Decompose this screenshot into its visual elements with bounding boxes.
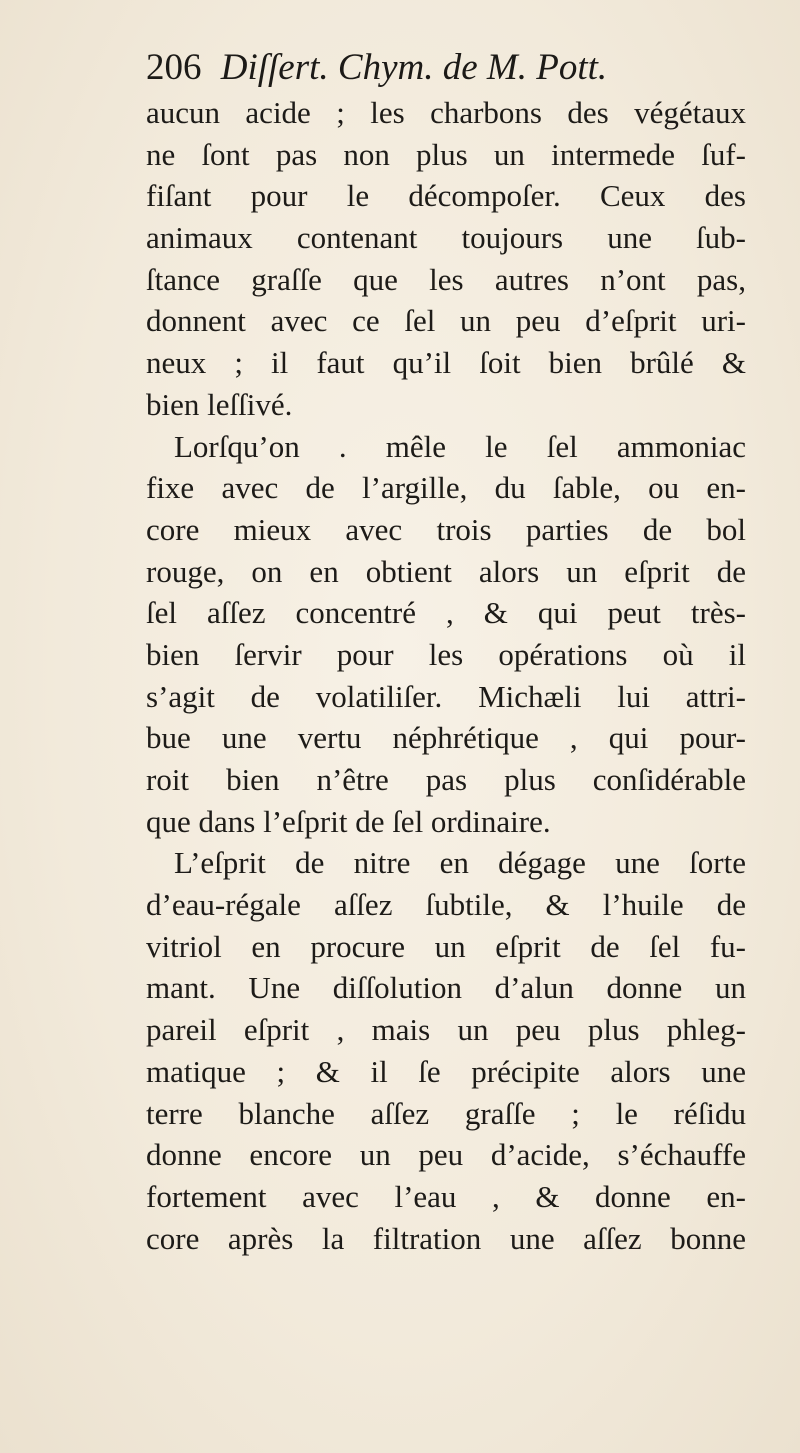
text-line: fortement avec l’eau , & donne en- xyxy=(146,1178,746,1214)
text-line: bien ſervir pour les opérations où il xyxy=(146,636,746,672)
text-line: matique ; & il ſe précipite alors une xyxy=(146,1053,746,1089)
text-line: fixe avec de l’argille, du ſable, ou en- xyxy=(146,470,746,506)
text-line: core après la filtration une aſſez bonne xyxy=(146,1220,746,1256)
text-line: roit bien n’être pas plus conſidérable xyxy=(146,762,746,797)
text-line: bien leſſivé. xyxy=(146,386,293,422)
text-line: pareil eſprit , mais un peu plus phleg- xyxy=(146,1012,746,1048)
text-line: L’eſprit de nitre en dégage une ſorte xyxy=(174,845,746,881)
text-line: neux ; il faut qu’il ſoit bien brûlé & xyxy=(146,345,746,381)
page-header xyxy=(146,46,706,96)
text-line: donnent avec ce ſel un peu d’eſprit uri- xyxy=(146,303,746,339)
text-line: aucun acide ; les charbons des végétaux xyxy=(146,95,746,130)
text-line: s’agit de volatiliſer. Michæli lui attri- xyxy=(146,678,746,714)
text-line: fiſant pour le décompoſer. Ceux des xyxy=(146,178,746,214)
text-line: ſel aſſez concentré , & qui peut très- xyxy=(146,595,746,631)
text-line: rouge, on en obtient alors un eſprit de xyxy=(146,553,746,589)
text-line: ſtance graſſe que les autres n’ont pas, xyxy=(146,261,746,297)
text-line: ne ſont pas non plus un intermede ſuf- xyxy=(146,136,746,172)
text-line: d’eau-régale aſſez ſubtile, & l’huile de xyxy=(146,887,746,923)
running-title: Diſſert. Chym. de M. Pott. xyxy=(220,47,608,88)
text-line: animaux contenant toujours une ſub- xyxy=(146,220,746,256)
text-line: terre blanche aſſez graſſe ; le réſidu xyxy=(146,1095,746,1131)
text-line: core mieux avec trois parties de bol xyxy=(146,511,746,547)
body-text xyxy=(146,92,746,1259)
text-line: bue une vertu néphrétique , qui pour- xyxy=(146,720,746,756)
text-line: que dans l’eſprit de ſel ordinaire. xyxy=(146,803,551,839)
page-number: 206 xyxy=(146,47,202,88)
text-line: mant. Une diſſolution d’alun donne un xyxy=(146,970,746,1006)
text-line: Lorſqu’on . mêle le ſel ammoniac xyxy=(174,428,746,464)
text-line: vitriol en procure un eſprit de ſel fu- xyxy=(146,928,746,964)
text-line: donne encore un peu d’acide, s’échauffe xyxy=(146,1137,746,1173)
